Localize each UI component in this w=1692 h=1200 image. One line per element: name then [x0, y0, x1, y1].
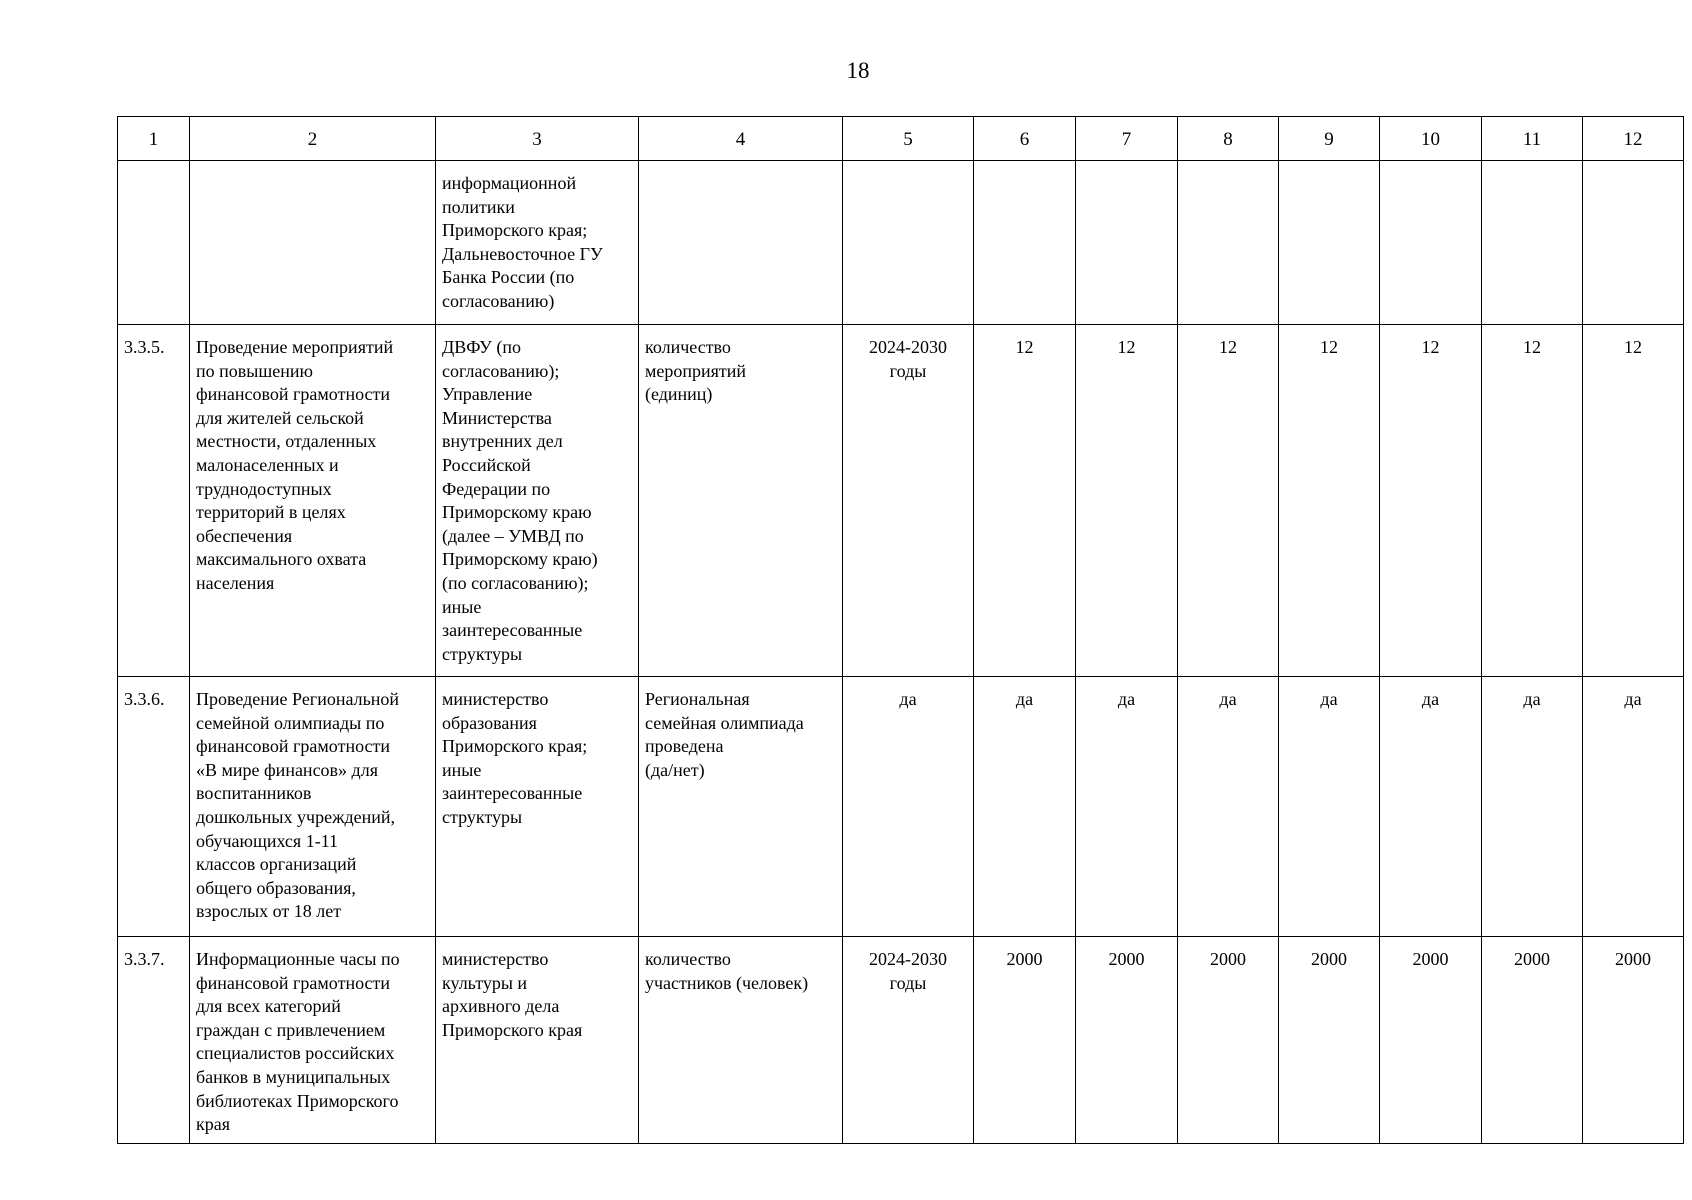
value-cell: да	[1583, 677, 1684, 937]
column-number-header: 4	[639, 117, 843, 161]
value-cell: 2000	[1279, 937, 1380, 1144]
activity-cell: Проведение Региональной семейной олимпиады по финансовой грамотности «В мире финансов» для воспитанников дошкольных учреждений, обучающихся 1-11 классов организаций общего образования, взрослых от 18 лет	[190, 677, 436, 937]
value-cell: да	[1380, 677, 1482, 937]
activity-cell: Проведение мероприятий по повышению финансовой грамотности для жителей сельской местности, отдаленных малонаселенных и труднодоступных территорий в целях обеспечения максимального охвата населения	[190, 325, 436, 677]
table-row	[118, 937, 1684, 1144]
value-cell: да	[974, 677, 1076, 937]
value-cell: 2000	[1482, 937, 1583, 1144]
value-cell: 12	[974, 325, 1076, 677]
executors-cell: ДВФУ (по согласованию); Управление Министерства внутренних дел Российской Федерации по Приморскому краю (далее – УМВД по Приморскому краю) (по согласованию); иные заинтересованные структуры	[436, 325, 639, 677]
item-number: 3.3.6.	[118, 677, 190, 937]
value-cell	[1178, 161, 1279, 325]
value-cell: да	[1076, 677, 1178, 937]
activity-cell	[190, 161, 436, 325]
indicator-cell: Региональная семейная олимпиада проведена (да/нет)	[639, 677, 843, 937]
column-number-header: 5	[843, 117, 974, 161]
column-number-header: 3	[436, 117, 639, 161]
indicator-cell: количество участников (человек)	[639, 937, 843, 1144]
value-cell	[1279, 161, 1380, 325]
column-number-header: 9	[1279, 117, 1380, 161]
value-cell: 2000	[974, 937, 1076, 1144]
value-cell: да	[1279, 677, 1380, 937]
value-cell	[1583, 161, 1684, 325]
column-number-header: 8	[1178, 117, 1279, 161]
value-cell: 12	[1178, 325, 1279, 677]
item-number: 3.3.7.	[118, 937, 190, 1144]
executors-cell: министерство культуры и архивного дела Приморского края	[436, 937, 639, 1144]
executors-cell: министерство образования Приморского края; иные заинтересованные структуры	[436, 677, 639, 937]
column-number-header: 7	[1076, 117, 1178, 161]
value-cell: 12	[1583, 325, 1684, 677]
period-cell: 2024-2030 годы	[843, 325, 974, 677]
item-number	[118, 161, 190, 325]
indicator-cell: количество мероприятий (единиц)	[639, 325, 843, 677]
value-cell	[974, 161, 1076, 325]
value-cell: 12	[1279, 325, 1380, 677]
value-cell	[1380, 161, 1482, 325]
value-cell: 2000	[1076, 937, 1178, 1144]
value-cell: 2000	[1380, 937, 1482, 1144]
column-number-header: 10	[1380, 117, 1482, 161]
period-cell: да	[843, 677, 974, 937]
table-row	[118, 677, 1684, 937]
column-number-row	[118, 117, 1684, 161]
value-cell: 2000	[1583, 937, 1684, 1144]
activity-cell: Информационные часы по финансовой грамотности для всех категорий граждан с привлечением специалистов российских банков в муниципальных библиотеках Приморского края	[190, 937, 436, 1144]
executors-cell: информационной политики Приморского края; Дальневосточное ГУ Банка России (по согласованию)	[436, 161, 639, 325]
value-cell: да	[1178, 677, 1279, 937]
value-cell: 2000	[1178, 937, 1279, 1144]
column-number-header: 1	[118, 117, 190, 161]
value-cell: 12	[1076, 325, 1178, 677]
item-number: 3.3.5.	[118, 325, 190, 677]
column-number-header: 2	[190, 117, 436, 161]
page-number: 18	[846, 58, 870, 83]
column-number-header: 12	[1583, 117, 1684, 161]
period-cell: 2024-2030 годы	[843, 937, 974, 1144]
column-number-header: 6	[974, 117, 1076, 161]
table-row	[118, 325, 1684, 677]
value-cell	[1076, 161, 1178, 325]
value-cell: да	[1482, 677, 1583, 937]
measures-table	[117, 116, 1684, 1144]
value-cell	[1482, 161, 1583, 325]
value-cell: 12	[1380, 325, 1482, 677]
table-row-continuation	[118, 161, 1684, 325]
period-cell	[843, 161, 974, 325]
value-cell: 12	[1482, 325, 1583, 677]
indicator-cell	[639, 161, 843, 325]
column-number-header: 11	[1482, 117, 1583, 161]
